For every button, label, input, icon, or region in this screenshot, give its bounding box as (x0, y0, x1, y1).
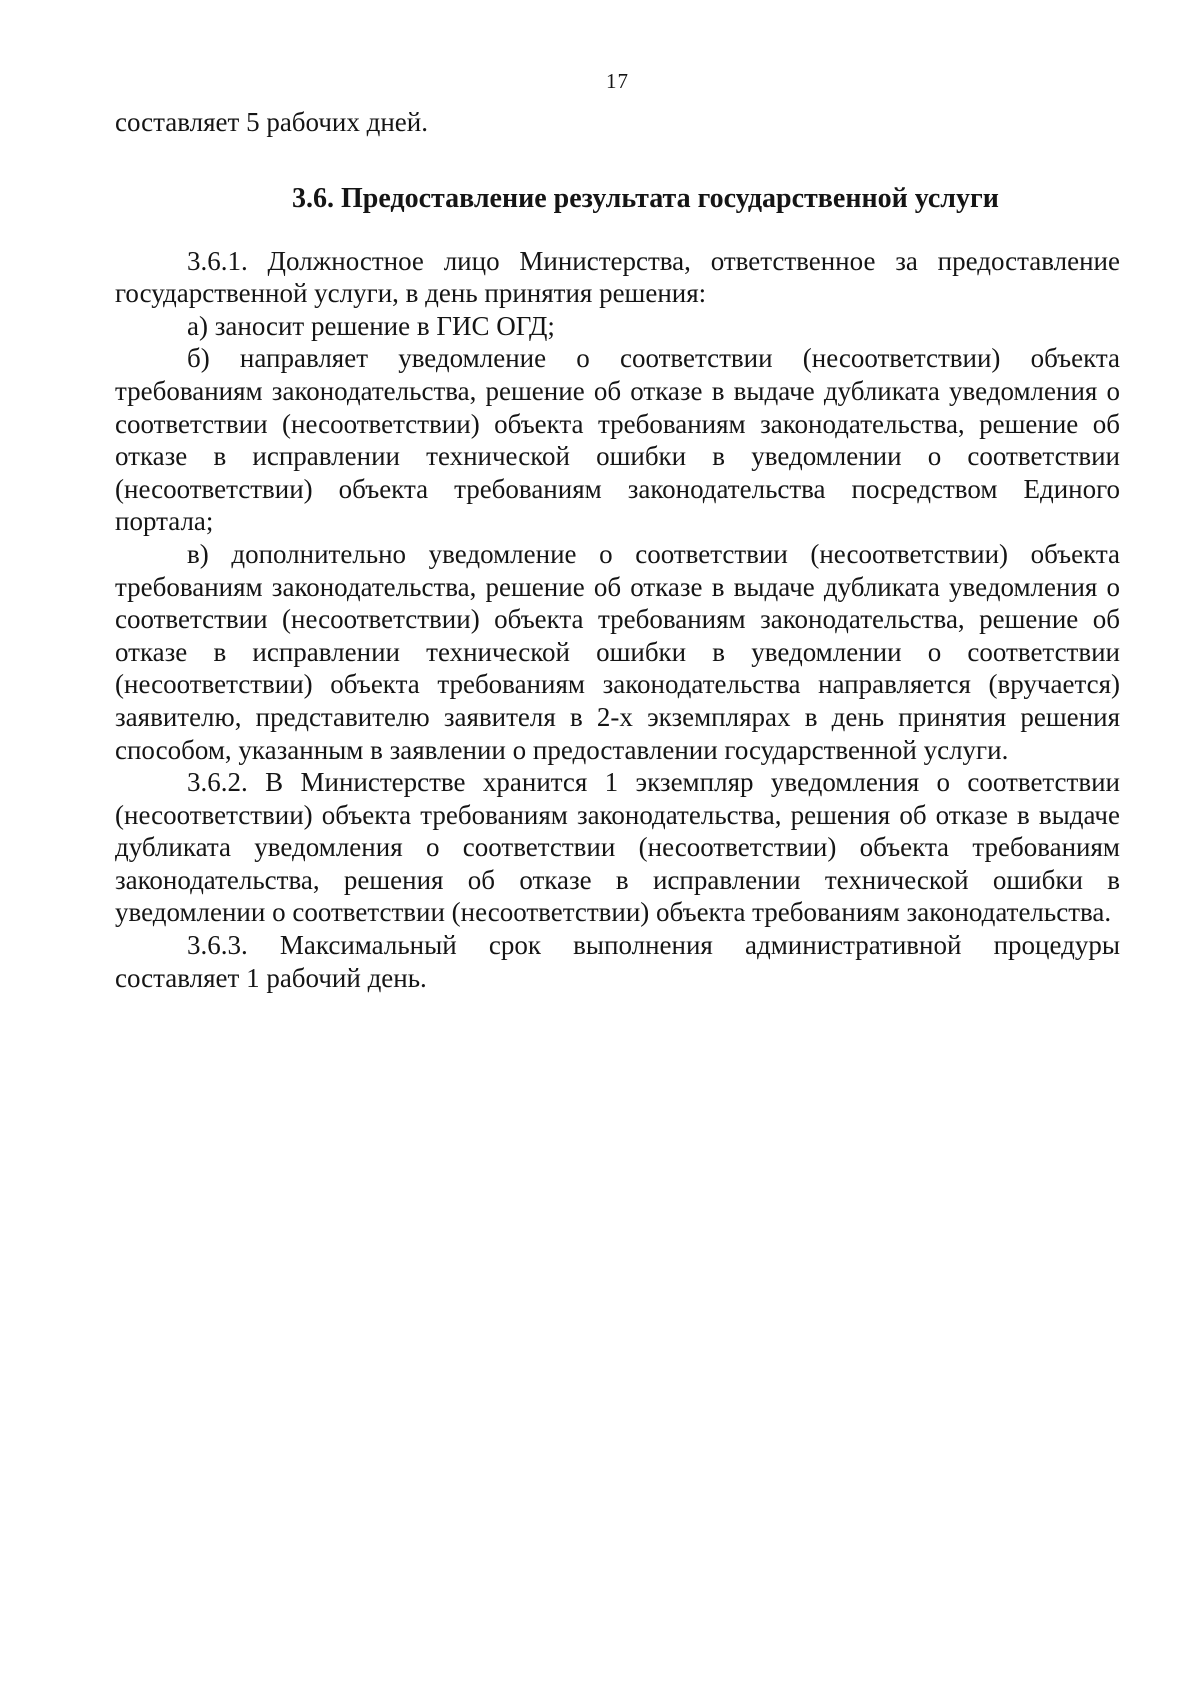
document-body (115, 106, 1120, 994)
section-heading: 3.6. Предоставление результата государственной услуги (292, 182, 999, 214)
paragraph-item-b: б) направляет уведомление о соответствии (несоответствии) объекта требованиям законодательства, решение об отказе в выдаче дубликата уведомления о соответствии (несоответствии) объекта требованиям законодательства, решение об отказе в исправлении технической ошибки в уведомлении о соответствии (несоответствии) объекта требованиям законодательства посредством Единого портала; (115, 343, 1120, 537)
paragraph-3-6-3: 3.6.3. Максимальный срок выполнения административной процедуры составляет 1 рабочий день. (115, 930, 1120, 993)
paragraph-item-a: а) заносит решение в ГИС ОГД; (187, 310, 555, 341)
paragraph-item-v: в) дополнительно уведомление о соответствии (несоответствии) объекта требованиям законодательства, решение об отказе в выдаче дубликата уведомления о соответствии (несоответствии) объекта требованиям законодательства, решение об отказе в исправлении технической ошибки в уведомлении о соответствии (несоответствии) объекта требованиям законодательства направляется (вручается) заявителю, представителю заявителя в 2-х экземплярах в день принятия решения способом, указанным в заявлении о предоставлении государственной услуги. (115, 538, 1120, 765)
paragraph-3-6-1: 3.6.1. Должностное лицо Министерства, ответственное за предоставление государственной услуги, в день принятия решения: (115, 245, 1120, 309)
paragraph-3-6-2: 3.6.2. В Министерстве хранится 1 экземпляр уведомления о соответствии (несоответствии) объекта требованиям законодательства, решения об отказе в выдаче дубликата уведомления о соответствии (несоответствии) объекта требованиям законодательства, решения об отказе в исправлении технической ошибки в уведомлении о соответствии (несоответствии) объекта требованиям законодательства. (115, 767, 1120, 928)
continuation-paragraph: составляет 5 рабочих дней. (115, 107, 428, 137)
page-number: 17 (606, 69, 629, 93)
